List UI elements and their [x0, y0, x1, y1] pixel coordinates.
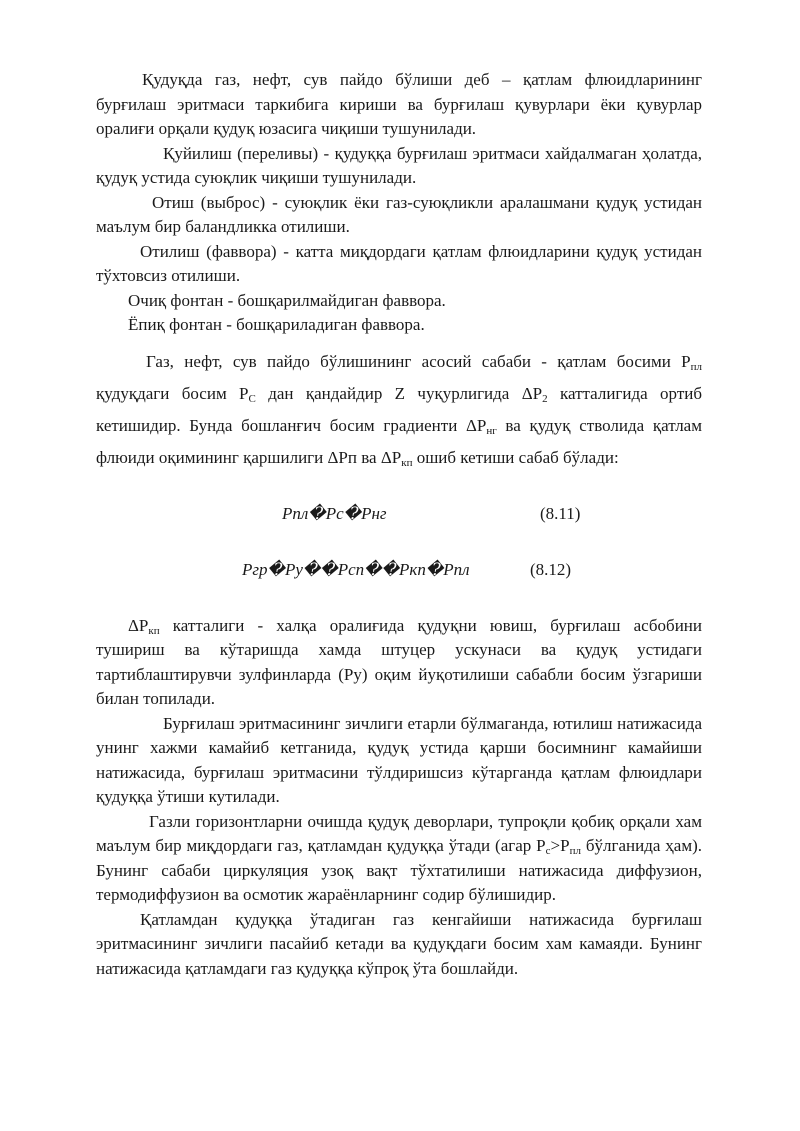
paragraph-delta-pkp: $\Delta P_{кп}$ катталиги - халқа оралиғида қудуқни ювиш, бурғилаш асбобини тушириш ва кўтаришда хамда штуцер ускунаси ва қудуқ устидаги тартиблаштирувчи зулфинларда (Ру) оқим йуқотилиши сабабли босим ўзгариши билан топилади. — [96, 615, 702, 708]
paragraph-definition-gusher: Отилиш (фаввора) - катта миқдордаги қатлам флюидларини қудуқ устидан тўхтовсиз отилиши. — [96, 241, 702, 285]
paragraph-main-cause: Газ, нефт, сув пайдо бўлишининг асосий сабаби - қатлам босими $P_{пл}$ қудуқдаги босим $P_С$ дан қандайдир Z чуқурлигида $\Delta P_2$ катталигида ортиб кетишидир. Бунда бошланғич босим градиенти $\Delta P_{нг}$ ва қудуқ стволида қатлам флюиди оқимининг қаршилиги ΔPп ва $\Delta P_{кп}$ ошиб кетиши сабаб бўлади: — [96, 351, 702, 469]
paragraph-gas-expansion: Қатламдан қудуққа ўтадиган газ кенгайиши натижасида бурғилаш эритмасининг зичлиги пасайиб кетади ва қудуқдаги босим хам камаяди. Бунинг натижасида қатламдаги газ қудуққа кўпроқ ўта бошлайди. — [96, 909, 702, 978]
paragraph-open-fountain: Очиқ фонтан - бошқарилмайдиган фаввора. — [128, 290, 446, 310]
formula-expression: Pпл�Pс�Pнг — [282, 503, 387, 523]
formula-8-12 — [96, 558, 702, 588]
formula-8-11 — [96, 502, 702, 532]
paragraph-definition-gas-oil-water: Қудуқда газ, нефт, сув пайдо бўлиши деб – қатлам флюидларининг бурғилаш эритмаси таркибига кириши ва бурғилаш қувурлари ёки қувурлар оралиғи орқали қудуқ юзасига чиқиши тушунилади. — [96, 70, 702, 138]
formula-number: (8.12) — [530, 559, 572, 579]
paragraph-gas-horizons: Газли горизонтларни очишда қудуқ деворлари, тупроқли қобиқ орқали хам маълум бир миқдордаги газ, қатламдан қудуққа ўтади (агар $P_с>P_{пл}$ бўлганида ҳам). Бунинг сабаби циркуляция узоқ вақт тўхтатилиши натижасида диффузион, термодиффузион ва осмотик жараёнларнинг содир бўлишидир. — [96, 811, 702, 904]
paragraph-definition-overflow: Қуйилиш (переливы) - қудуққа бурғилаш эритмаси хайдалмаган ҳолатда, қудуқ устида суюқлик чиқиши тушунилади. — [96, 143, 702, 187]
formula-number: (8.11) — [540, 503, 581, 523]
paragraph-closed-fountain: Ёпиқ фонтан - бошқариладиган фаввора. — [128, 315, 425, 334]
paragraph-definition-blowout: Отиш (выброс) - суюқлик ёки газ-суюқликли аралашмани қудуқ устидан маълум бир баландликка отилиши. — [96, 192, 702, 236]
paragraph-drilling-fluid-density: Бурғилаш эритмасининг зичлиги етарли бўлмаганда, ютилиш натижасида унинг хажми камайиб кетганида, қудуқ устида қарши босимнинг камайиши натижасида, бурғилаш эритмасини тўлдиришсиз кўтарганда қатлам флюидлари қудуққа ўтиши кутилади. — [96, 713, 702, 806]
formula-expression: Pгр�Pу��Pсп��Pкп�Pпл — [242, 559, 470, 579]
document-page — [96, 68, 702, 981]
